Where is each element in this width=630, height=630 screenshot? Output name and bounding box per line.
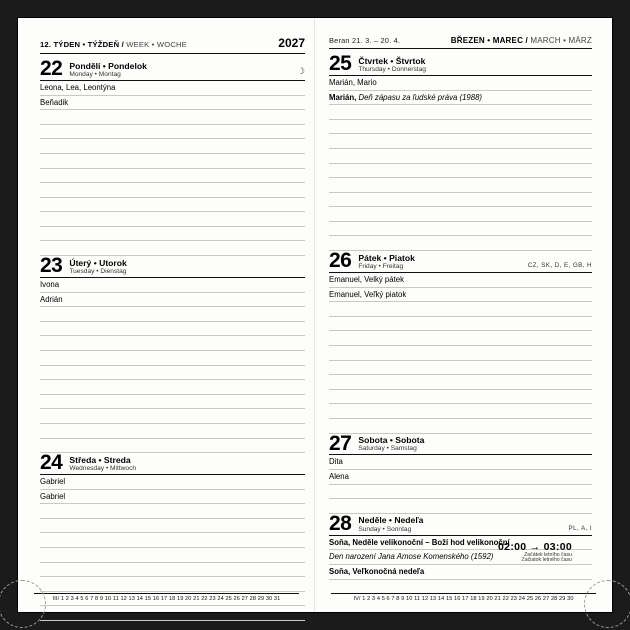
- day-line[interactable]: Ivona: [40, 278, 305, 293]
- day-line[interactable]: [40, 169, 305, 184]
- left-footer: [18, 593, 315, 602]
- holiday-note: Deň zápasu za ľudské práva (1988): [356, 92, 483, 102]
- day-name-secondary: Saturday • Samstag: [358, 445, 417, 453]
- day-lines-25: [329, 76, 592, 251]
- day-line[interactable]: [40, 322, 305, 337]
- day-number: 24: [40, 451, 63, 475]
- day-number: 28: [329, 511, 352, 535]
- day-line[interactable]: [40, 519, 305, 534]
- day-line[interactable]: [40, 395, 305, 410]
- day-line[interactable]: [329, 149, 592, 164]
- day-line[interactable]: Marián, Mario: [329, 76, 592, 91]
- day-line[interactable]: [40, 366, 305, 381]
- week-label-thin: WEEK • WOCHE: [126, 40, 187, 49]
- day-line[interactable]: [40, 154, 305, 169]
- day-lines-27: [329, 455, 592, 513]
- day-line[interactable]: [329, 134, 592, 149]
- day-line[interactable]: [329, 207, 592, 222]
- day-block-27: [329, 431, 592, 514]
- day-line[interactable]: Dita: [329, 455, 592, 470]
- day-line[interactable]: [329, 317, 592, 332]
- day-block-26: [329, 251, 592, 433]
- day-line[interactable]: [40, 110, 305, 125]
- day-lines-26: [329, 273, 592, 434]
- day-name-secondary: Thursday • Donnerstag: [358, 65, 426, 73]
- day-name-primary: Středa • Streda: [69, 454, 131, 465]
- day-line[interactable]: [40, 606, 305, 621]
- right-page-header: [329, 36, 592, 49]
- day-line[interactable]: Adrián: [40, 293, 305, 308]
- day-header-28: [329, 511, 592, 536]
- left-footer-days: III/ 1 2 3 4 5 6 7 8 9 10 11 12 13 14 15 16 17 18 19 20 21 22 23 24 25 26 27 28 29 30 31: [34, 593, 299, 602]
- day-name-primary: Čtvrtek • Štvrtok: [358, 55, 426, 66]
- country-holiday-codes: CZ, SK, D, E, GB, H: [527, 262, 592, 269]
- dst-time: 02:00 → 03:00: [498, 540, 572, 553]
- day-name-primary: Neděle • Nedeľa: [358, 515, 424, 526]
- day-names: [358, 254, 415, 271]
- day-name-primary: Pátek • Piatok: [358, 252, 415, 263]
- day-line[interactable]: [329, 375, 592, 390]
- day-line[interactable]: [40, 198, 305, 213]
- month-label: [451, 36, 592, 45]
- day-header-26: [329, 251, 592, 273]
- day-line[interactable]: [40, 380, 305, 395]
- day-line[interactable]: [40, 351, 305, 366]
- day-line[interactable]: [329, 178, 592, 193]
- day-block-28: [329, 511, 592, 580]
- dst-note-sk: Začiatok letného času: [521, 557, 572, 564]
- day-line[interactable]: Alena: [329, 470, 592, 485]
- day-line[interactable]: [329, 331, 592, 346]
- day-line[interactable]: [329, 105, 592, 120]
- day-header-24: [40, 453, 305, 475]
- day-line[interactable]: [40, 577, 305, 592]
- day-line[interactable]: [329, 302, 592, 317]
- day-name-primary: Sobota • Sobota: [358, 435, 425, 446]
- day-line[interactable]: [40, 212, 305, 227]
- day-names: [358, 436, 424, 453]
- day-name-secondary: Sunday • Sonntag: [358, 525, 412, 533]
- month-label-thin: MARCH • MÄRZ: [530, 36, 592, 45]
- day-header-27: [329, 431, 592, 456]
- moon-phase-icon: ☽: [296, 65, 305, 76]
- dst-note-cz: Začátek letního času: [524, 551, 572, 558]
- day-names: [69, 62, 147, 79]
- day-line[interactable]: [329, 404, 592, 419]
- day-line[interactable]: [329, 499, 592, 514]
- day-line[interactable]: [329, 236, 592, 251]
- day-line[interactable]: [40, 307, 305, 322]
- day-number: 26: [329, 249, 352, 273]
- day-line[interactable]: [40, 183, 305, 198]
- day-line[interactable]: [40, 241, 305, 256]
- day-name-primary: Úterý • Utorok: [69, 257, 127, 268]
- day-block-23: [40, 256, 305, 453]
- day-number: 27: [329, 431, 352, 455]
- diary-spread: [18, 18, 612, 612]
- day-name-secondary: Wednesday • Mittwoch: [69, 464, 137, 472]
- zodiac-label: Beran 21. 3. – 20. 4.: [329, 36, 401, 45]
- day-line[interactable]: Emanuel, Velký pátek: [329, 273, 592, 288]
- day-block-25: [329, 54, 592, 251]
- day-line[interactable]: [40, 336, 305, 351]
- day-line-holiday[interactable]: [329, 91, 592, 106]
- day-line[interactable]: [329, 361, 592, 376]
- day-line[interactable]: [40, 439, 305, 454]
- day-line[interactable]: [40, 125, 305, 140]
- day-line-holiday[interactable]: [329, 565, 592, 580]
- country-holiday-codes: PL, A, I: [568, 524, 592, 532]
- holiday-name: Soňa, Neděle velikonoční – Boží hod velikonoční: [329, 537, 510, 547]
- day-line[interactable]: [40, 139, 305, 154]
- day-block-22: [40, 59, 305, 256]
- day-line[interactable]: [40, 563, 305, 578]
- day-line[interactable]: [40, 548, 305, 563]
- day-line[interactable]: [40, 504, 305, 519]
- dst-change-note: [498, 542, 572, 564]
- page-corner-cut-right: [584, 580, 630, 628]
- day-number: 23: [40, 254, 63, 278]
- day-line[interactable]: [329, 120, 592, 135]
- day-number: 25: [329, 52, 352, 75]
- week-label: [40, 40, 187, 49]
- holiday-name-sk: Soňa, Veľkonočná nedeľa: [329, 566, 425, 576]
- day-header-25: [329, 54, 592, 76]
- right-page: [315, 18, 612, 612]
- day-names: [358, 516, 423, 533]
- day-line[interactable]: [40, 424, 305, 439]
- week-label-bold: 12. TÝDEN • TÝŽDEŇ /: [40, 40, 124, 49]
- right-footer: [315, 593, 612, 602]
- day-lines-22: [40, 81, 305, 256]
- day-line[interactable]: [329, 164, 592, 179]
- left-page-header: [40, 36, 305, 54]
- day-header-23: [40, 256, 305, 278]
- day-line[interactable]: [329, 222, 592, 237]
- day-line[interactable]: [329, 485, 592, 500]
- day-line[interactable]: Leona, Lea, Leontýna: [40, 81, 305, 96]
- day-line[interactable]: [329, 193, 592, 208]
- day-names: [69, 259, 126, 276]
- day-line[interactable]: [329, 419, 592, 434]
- left-page: [18, 18, 315, 612]
- day-line[interactable]: Gabriel: [40, 490, 305, 505]
- historic-note: Den narození Jana Amose Komenského (1592): [329, 552, 494, 562]
- day-number: 22: [40, 57, 63, 80]
- right-footer-days: IV/ 1 2 3 4 5 6 7 8 9 10 11 12 13 14 15 16 17 18 19 20 21 22 23 24 25 26 27 28 29 30: [331, 593, 596, 602]
- holiday-name: Marián,: [329, 92, 357, 102]
- day-name-primary: Pondělí • Pondelok: [69, 60, 147, 71]
- day-line[interactable]: [329, 346, 592, 361]
- day-header-22: [40, 59, 305, 81]
- day-line[interactable]: Beňadik: [40, 96, 305, 111]
- year-label: 2027: [278, 36, 305, 50]
- day-line[interactable]: [40, 409, 305, 424]
- day-name-secondary: Friday • Freitag: [358, 262, 404, 270]
- day-names: [358, 57, 426, 74]
- day-names: [69, 456, 136, 473]
- month-label-bold: BŘEZEN • MAREC /: [450, 36, 528, 45]
- day-name-secondary: Tuesday • Dienstag: [69, 267, 127, 275]
- day-line[interactable]: Emanuel, Veľký piatok: [329, 288, 592, 303]
- day-lines-23: [40, 278, 305, 453]
- day-name-secondary: Monday • Montag: [69, 70, 121, 78]
- day-line[interactable]: [329, 390, 592, 405]
- day-line[interactable]: [40, 227, 305, 242]
- day-line[interactable]: [40, 533, 305, 548]
- day-line[interactable]: Gabriel: [40, 475, 305, 490]
